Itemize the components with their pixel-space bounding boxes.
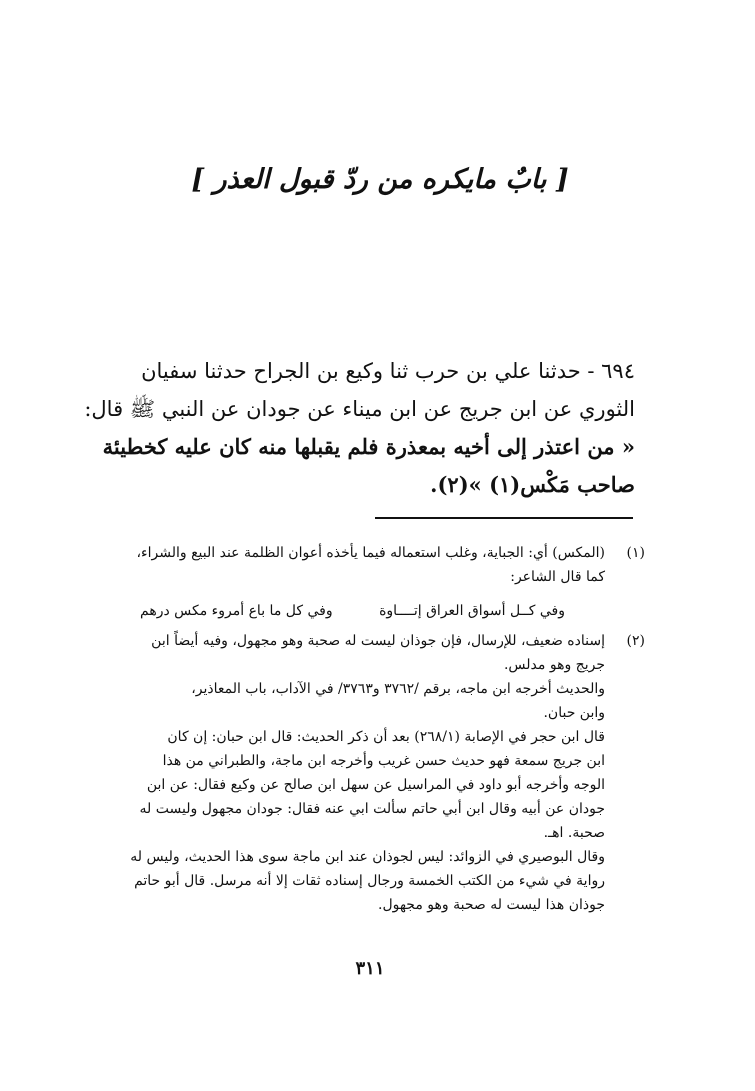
footnote-2: [100, 629, 645, 917]
footnote-line: وابن حبان.: [543, 705, 605, 721]
chapter-heading: [ بابٌ مايكره من ردّ قبول العذر ]: [191, 164, 569, 195]
page-number: ٣١١: [355, 958, 385, 979]
footnote-line: وقال البوصيري في الزوائد: ليس لجوذان عند ابن ماجة سوى هذا الحديث، وليس له: [130, 849, 605, 865]
hadith-line: ٦٩٤ - حدثنا علي بن حرب ثنا وكيع بن الجراح حدثنا سفيان: [141, 359, 635, 383]
hadith-text: [84, 352, 635, 504]
hadith-quote-line: « من اعتذر إلى أخيه بمعذرة فلم يقبلها منه كان عليه كخطيئة: [102, 434, 635, 459]
footnote-line: الوجه وأخرجه أبو داود في المراسيل عن سهل ابن صالح عن وكيع فقال: عن ابن: [146, 777, 605, 793]
footnote-line: كما قال الشاعر:: [510, 569, 605, 585]
verse-first-hemistich: وفي كــل أسواق العراق إتــــاوة: [379, 603, 565, 619]
footnotes: [100, 541, 645, 917]
footnote-number: (١): [626, 545, 645, 561]
footnote-line: (المكس) أي: الجباية، وغلب استعماله فيما يأخذه أعوان الظلمة عند البيع والشراء،: [136, 545, 605, 561]
hadith-line: الثوري عن ابن جريج عن ابن ميناء عن جودان عن النبي ﷺ قال:: [84, 397, 635, 421]
footnote-line: رواية في شيء من الكتب الخمسة ورجال إسناده ثقات إلا أنه مرسل. قال أبو حاتم: [134, 873, 605, 889]
hadith-quote-line: صاحب مَكْس(١) »(٢).: [430, 472, 635, 497]
footnote-line: جريج وهو مدلس.: [503, 657, 605, 673]
footnote-line: جوذان هذا ليست له صحبة وهو مجهول.: [378, 897, 605, 913]
footnote-line: جودان عن أبيه وقال ابن أبي حاتم سألت ابي عنه فقال: جودان مجهول وليست له: [139, 801, 605, 817]
footnote-line: والحديث أخرجه ابن ماجه، برقم /٣٧٦٢ و٣٧٦٣/ في الآداب، باب المعاذير،: [191, 681, 605, 697]
footnote-line: ابن جريج سمعة فهو حديث حسن غريب وأخرجه ابن ماجة، والطبراني من هذا: [162, 753, 605, 769]
footnote-separator: [375, 517, 633, 519]
footnote-1: [100, 541, 645, 629]
footnote-line: إسناده ضعيف، للإرسال، فإن جوذان ليست له صحبة وهو مجهول، وفيه أيضاً ابن: [151, 633, 605, 649]
poetry-verse: [100, 599, 605, 623]
verse-second-hemistich: وفي كل ما باع أمروء مكس درهم: [140, 603, 333, 619]
footnote-line: صحبة. اهـ.: [543, 825, 605, 841]
footnote-number: (٢): [626, 633, 645, 649]
footnote-line: قال ابن حجر في الإصابة (٢٦٨/١) بعد أن ذكر الحديث: قال ابن حبان: إن كان: [167, 729, 605, 745]
